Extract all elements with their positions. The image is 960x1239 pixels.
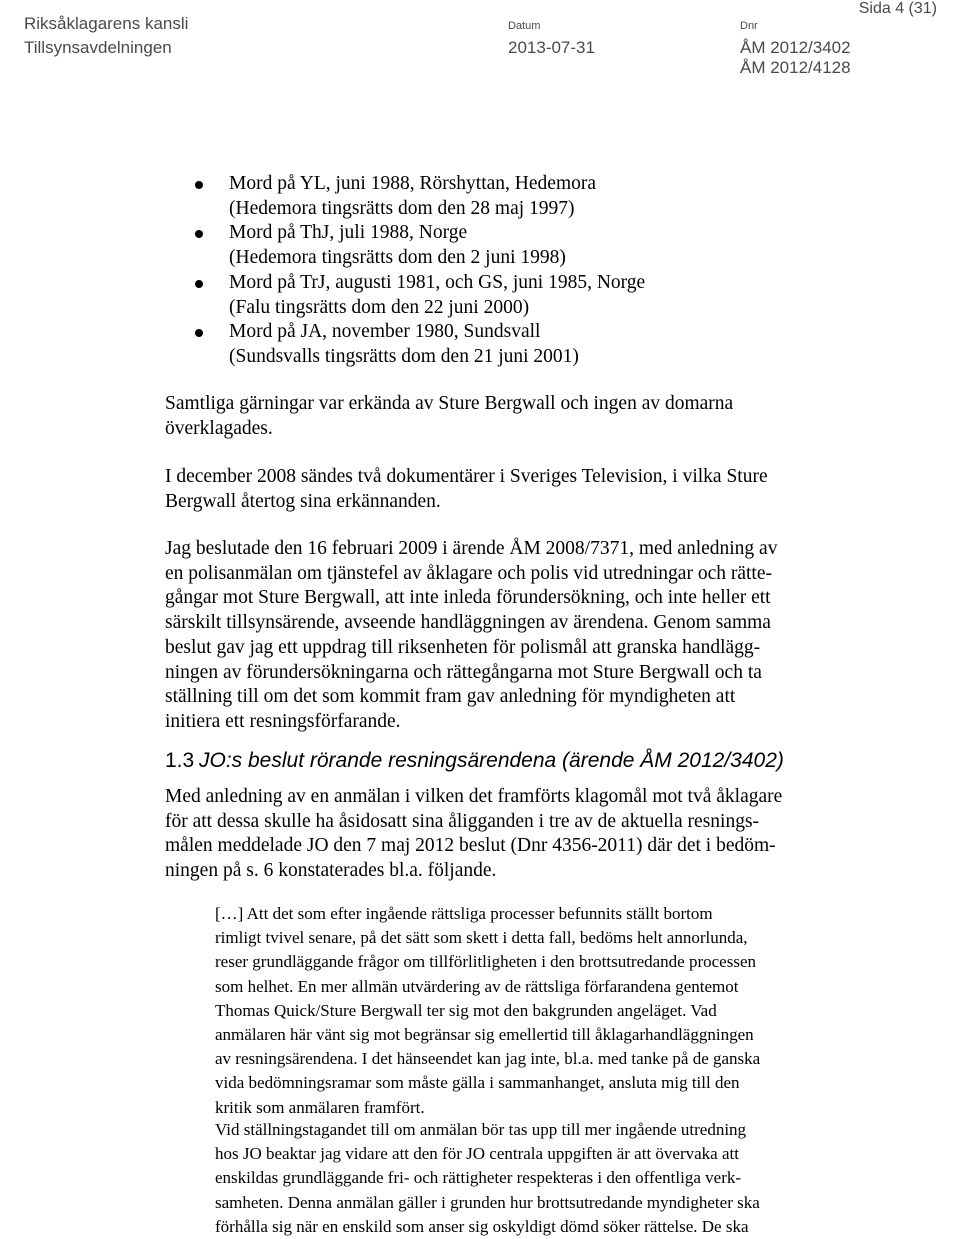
paragraph: I december 2008 sändes två dokumentärer i Sveriges Television, i vilka Sture Bergwall återtog sina erkännanden. (165, 466, 768, 512)
bullet-icon (195, 329, 203, 337)
list-item: (Falu tingsrätts dom den 22 juni 2000) (229, 296, 530, 318)
section-heading (165, 748, 784, 774)
list-item: Mord på YL, juni 1988, Rörshyttan, Hedemora (195, 172, 645, 197)
paragraph: Samtliga gärningar var erkända av Sture Bergwall och ingen av domarna överklagades. (165, 393, 734, 439)
quote-block: […] Att det som efter ingående rättsliga processer befunnits ställt bortom rimligt tvivel senare, på det sätt som skett i detta fall, bedöms helt annorlunda, reser grundläggande frågor om tillförlitligheten i den brottsutredande processen som helhet. En mer allmän utvärdering av de rättsliga förfarandena gentemot Thomas Quick/Sture Bergwall ter sig mot den bakgrunden angeläget. Vad anmälaren här vänt sig mot begränsar sig emellertid till åklagarhandläggningen av resningsärendena. I det hänseendet kan jag inte, bl.a. med tanke på de ganska vida bedömningsramar som måste gälla i sammanhanget, ansluta mig till den kritik som anmälaren framfört. (215, 904, 761, 1117)
section-title: JO:s beslut rörande resningsärendena (ärende ÅM 2012/3402) (199, 749, 784, 772)
date-value: 2013-07-31 (508, 38, 595, 57)
department-name: Tillsynsavdelningen (24, 38, 172, 57)
dnr-label: Dnr (740, 20, 758, 32)
paragraph: Jag beslutade den 16 februari 2009 i ärende ÅM 2008/7371, med anledning av en polisanmälan om tjänstefel av åklagare och polis vid utredningar och rätte- gångar mot Sture Bergwall, att inte inleda förundersökning, och inte heller ett särskilt tillsynsärende, avseende handläggningen av ärendena. Genom samma beslut gav jag ett uppdrag till riksenheten för polismål att granska handlägg- ningen av förundersökningarna och rättegångarna mot Sture Bergwall och ta ställning till om det som kommit fram gav anledning för myndigheten att initiera ett resningsförfarande. (165, 538, 778, 732)
bullet-icon (195, 181, 203, 189)
list-item: (Hedemora tingsrätts dom den 28 maj 1997) (229, 197, 575, 219)
quote-block: Vid ställningstagandet till om anmälan bör tas upp till mer ingående utredning hos JO beaktar jag vidare att den för JO centrala uppgiften är att övervaka att enskildas grundläggande fri- och rättigheter respekteras i den offentliga verk- samheten. Denna anmälan gäller i grunden hur brottsutredande myndigheter ska förhålla sig när en enskild som anser sig oskyldigt dömd söker rättelse. De ska (215, 1120, 760, 1236)
bullet-icon (195, 230, 203, 238)
page-number: Sida 4 (31) (858, 0, 937, 17)
list-item: Mord på JA, november 1980, Sundsvall (195, 320, 645, 345)
dnr-value-2: ÅM 2012/4128 (740, 58, 851, 77)
case-list (195, 172, 645, 370)
list-item: Mord på TrJ, augusti 1981, och GS, juni 1985, Norge (195, 271, 645, 296)
dnr-value-1: ÅM 2012/3402 (740, 38, 851, 57)
paragraph: Med anledning av en anmälan i vilken det framförts klagomål mot två åklagare för att dessa skulle ha åsidosatt sina åligganden i tre av de aktuella resnings- målen meddelade JO den 7 maj 2012 beslut (Dnr 4356-2011) där det i bedöm- ningen på s. 6 konstaterades bl.a. följande. (165, 786, 783, 882)
bullet-icon (195, 280, 203, 288)
date-label: Datum (508, 20, 541, 32)
org-name: Riksåklagarens kansli (24, 14, 189, 33)
section-number: 1.3 (165, 749, 195, 772)
list-item: Mord på ThJ, juli 1988, Norge (195, 221, 645, 246)
list-item: (Hedemora tingsrätts dom den 2 juni 1998) (229, 247, 566, 269)
list-item: (Sundsvalls tingsrätts dom den 21 juni 2001) (229, 345, 579, 367)
